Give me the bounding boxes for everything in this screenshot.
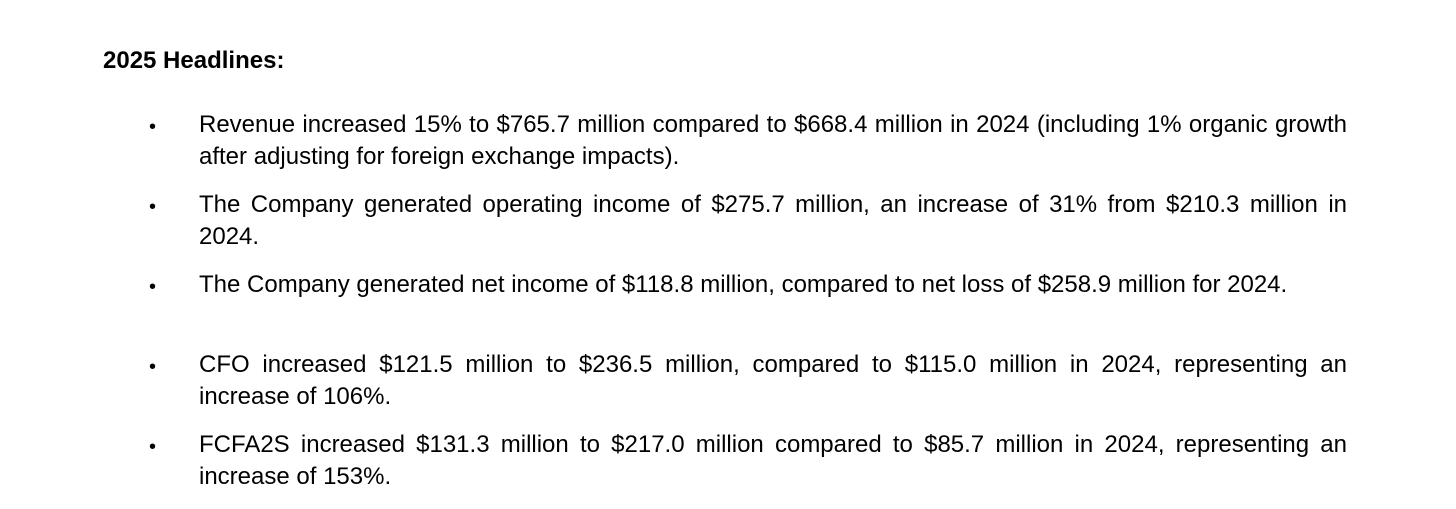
list-item xyxy=(0,429,1456,509)
list-item xyxy=(0,189,1456,269)
bullet-icon: • xyxy=(149,116,157,138)
headline-text: CFO increased $121.5 million to $236.5 million, compared to $115.0 million in 2024, representing an increase of 106%. xyxy=(199,351,1347,410)
headline-text: FCFA2S increased $131.3 million to $217.0 million compared to $85.7 million in 2024, representing an increase of 153%. xyxy=(199,431,1347,490)
bullet-icon: • xyxy=(149,276,157,298)
bullet-icon: • xyxy=(149,356,157,378)
list-item xyxy=(0,109,1456,189)
headline-text: The Company generated operating income of $275.7 million, an increase of 31% from $210.3 million in 2024. xyxy=(199,191,1347,250)
bullet-icon: • xyxy=(149,196,157,218)
section-heading: 2025 Headlines: xyxy=(103,47,285,74)
bullet-icon: • xyxy=(149,436,157,458)
list-item xyxy=(0,269,1456,349)
headline-list xyxy=(0,109,1456,509)
list-item xyxy=(0,349,1456,429)
headline-text: Revenue increased 15% to $765.7 million compared to $668.4 million in 2024 (including 1% organic growth after adjusting for foreign exchange impacts). xyxy=(199,111,1347,170)
headline-text: The Company generated net income of $118.8 million, compared to net loss of $258.9 million for 2024. xyxy=(199,271,1288,298)
